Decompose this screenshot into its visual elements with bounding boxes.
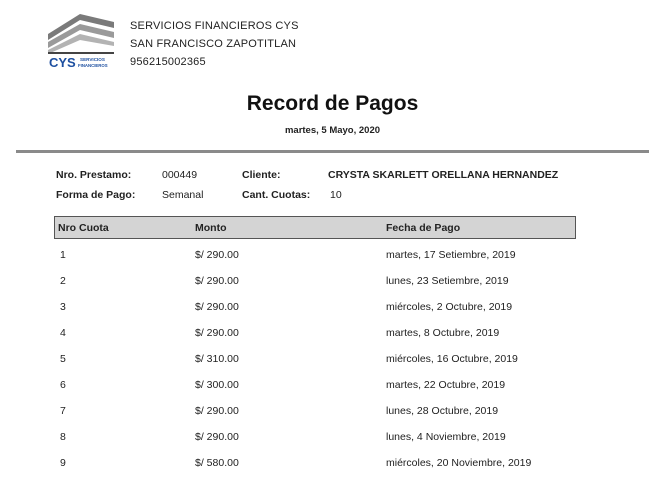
- table-row: [0, 327, 665, 353]
- cell-fecha: miércoles, 20 Noviembre, 2019: [386, 457, 532, 469]
- cell-nro: 9: [60, 457, 66, 469]
- table-row: [0, 457, 665, 483]
- table-row: [0, 301, 665, 327]
- svg-text:SERVICIOS: SERVICIOS: [80, 57, 105, 62]
- table-row: [0, 353, 665, 379]
- cant-cuotas-value: 10: [330, 189, 342, 201]
- company-info: [130, 17, 299, 71]
- cell-fecha: martes, 8 Octubre, 2019: [386, 327, 500, 339]
- cell-monto: $/ 290.00: [195, 301, 239, 313]
- cell-nro: 8: [60, 431, 66, 443]
- header-divider: [16, 150, 649, 153]
- cell-monto: $/ 300.00: [195, 379, 239, 391]
- svg-text:CYS: CYS: [49, 55, 76, 70]
- cell-monto: $/ 290.00: [195, 327, 239, 339]
- cell-monto: $/ 290.00: [195, 431, 239, 443]
- cell-monto: $/ 580.00: [195, 457, 239, 469]
- table-row: [0, 431, 665, 457]
- column-header-fecha: Fecha de Pago: [386, 222, 461, 234]
- cell-monto: $/ 310.00: [195, 353, 239, 365]
- table-row: [0, 379, 665, 405]
- cell-fecha: martes, 22 Octubre, 2019: [386, 379, 506, 391]
- cell-fecha: lunes, 28 Octubre, 2019: [386, 405, 499, 417]
- cell-monto: $/ 290.00: [195, 249, 239, 261]
- cell-nro: 6: [60, 379, 66, 391]
- report-date: martes, 5 Mayo, 2020: [284, 125, 381, 136]
- table-header: [54, 216, 576, 239]
- cell-monto: $/ 290.00: [195, 405, 239, 417]
- cell-nro: 5: [60, 353, 66, 365]
- cell-fecha: lunes, 4 Noviembre, 2019: [386, 431, 506, 443]
- cell-nro: 2: [60, 275, 66, 287]
- cell-nro: 7: [60, 405, 66, 417]
- cliente-value: CRYSTA SKARLETT ORELLANA HERNANDEZ: [328, 169, 559, 181]
- prestamo-value: 000449: [162, 169, 198, 181]
- column-header-nro-cuota: Nro Cuota: [58, 222, 109, 234]
- company-phone: 956215002365: [130, 56, 206, 68]
- company-logo: [44, 12, 116, 70]
- cell-fecha: lunes, 23 Setiembre, 2019: [386, 275, 509, 287]
- prestamo-label: Nro. Prestamo:: [56, 169, 132, 181]
- cell-fecha: miércoles, 2 Octubre, 2019: [386, 301, 513, 313]
- cell-fecha: martes, 17 Setiembre, 2019: [386, 249, 516, 261]
- forma-pago-value: Semanal: [162, 189, 204, 201]
- cell-monto: $/ 290.00: [195, 275, 239, 287]
- svg-text:FINANCIEROS: FINANCIEROS: [78, 63, 108, 68]
- cant-cuotas-label: Cant. Cuotas:: [242, 189, 311, 201]
- table-row: [0, 275, 665, 301]
- forma-pago-label: Forma de Pago:: [56, 189, 136, 201]
- report-title: Record de Pagos: [246, 92, 419, 115]
- company-name: SERVICIOS FINANCIEROS CYS: [130, 20, 299, 32]
- column-header-monto: Monto: [195, 222, 227, 234]
- cell-nro: 4: [60, 327, 66, 339]
- cell-nro: 3: [60, 301, 66, 313]
- cell-nro: 1: [60, 249, 66, 261]
- cell-fecha: miércoles, 16 Octubre, 2019: [386, 353, 518, 365]
- cliente-label: Cliente:: [242, 169, 281, 181]
- table-row: [0, 249, 665, 275]
- company-location: SAN FRANCISCO ZAPOTITLAN: [130, 38, 297, 50]
- table-row: [0, 405, 665, 431]
